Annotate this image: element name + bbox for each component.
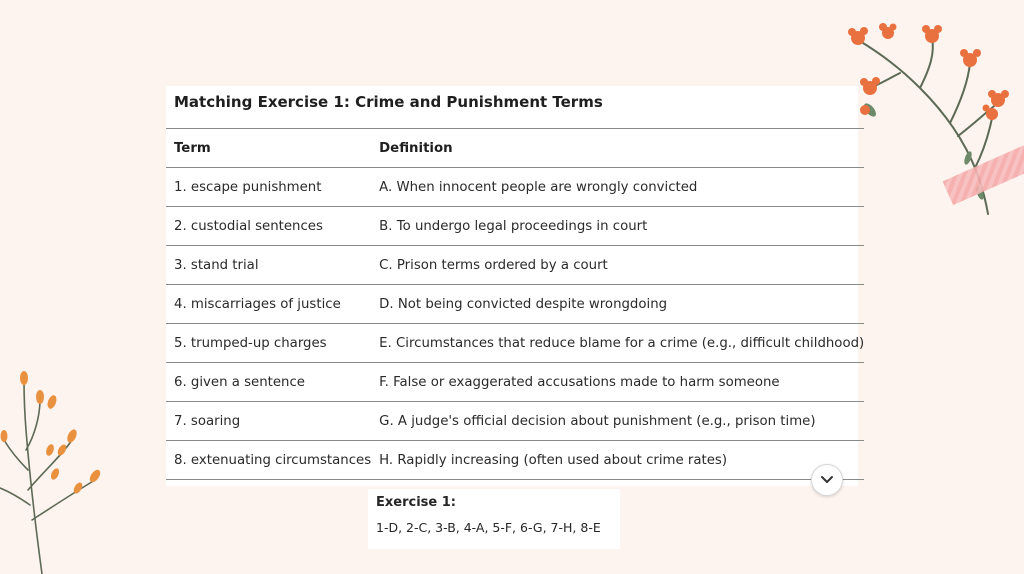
definition-cell: F. False or exaggerated accusations made to harm someone (371, 363, 864, 402)
floral-branch-top-right (840, 18, 1024, 218)
exercise-card (166, 86, 865, 486)
term-cell: 2. custodial sentences (166, 207, 371, 246)
column-header-term: Term (166, 129, 371, 168)
term-cell: 4. miscarriages of justice (166, 285, 371, 324)
table-row (166, 324, 864, 363)
answer-key-text: 1-D, 2-C, 3-B, 4-A, 5-F, 6-G, 7-H, 8-E (376, 520, 601, 535)
definition-cell: G. A judge's official decision about punishment (e.g., prison time) (371, 402, 864, 441)
table-row (166, 363, 864, 402)
table-row (166, 168, 864, 207)
term-cell: 6. given a sentence (166, 363, 371, 402)
table-row (166, 441, 864, 480)
column-header-definition: Definition (371, 129, 864, 168)
expand-button[interactable] (811, 464, 843, 496)
term-cell: 1. escape punishment (166, 168, 371, 207)
table-row (166, 207, 864, 246)
term-cell: 7. soaring (166, 402, 371, 441)
definition-cell: C. Prison terms ordered by a court (371, 246, 864, 285)
answer-key (368, 489, 620, 549)
table-row (166, 402, 864, 441)
term-cell: 5. trumped-up charges (166, 324, 371, 363)
table-row (166, 285, 864, 324)
chevron-down-icon (820, 475, 834, 485)
matching-table (166, 128, 864, 480)
term-cell: 3. stand trial (166, 246, 371, 285)
floral-branch-bottom-left (0, 370, 110, 574)
table-row (166, 246, 864, 285)
table-header-row (166, 129, 864, 168)
definition-cell: A. When innocent people are wrongly convicted (371, 168, 864, 207)
answer-key-title: Exercise 1: (376, 495, 456, 510)
definition-cell: H. Rapidly increasing (often used about crime rates) (371, 441, 864, 480)
definition-cell: B. To undergo legal proceedings in court (371, 207, 864, 246)
definition-cell: E. Circumstances that reduce blame for a crime (e.g., difficult childhood) (371, 324, 864, 363)
term-cell: 8. extenuating circumstances (166, 441, 371, 480)
definition-cell: D. Not being convicted despite wrongdoing (371, 285, 864, 324)
exercise-title: Matching Exercise 1: Crime and Punishment Terms (174, 93, 603, 111)
